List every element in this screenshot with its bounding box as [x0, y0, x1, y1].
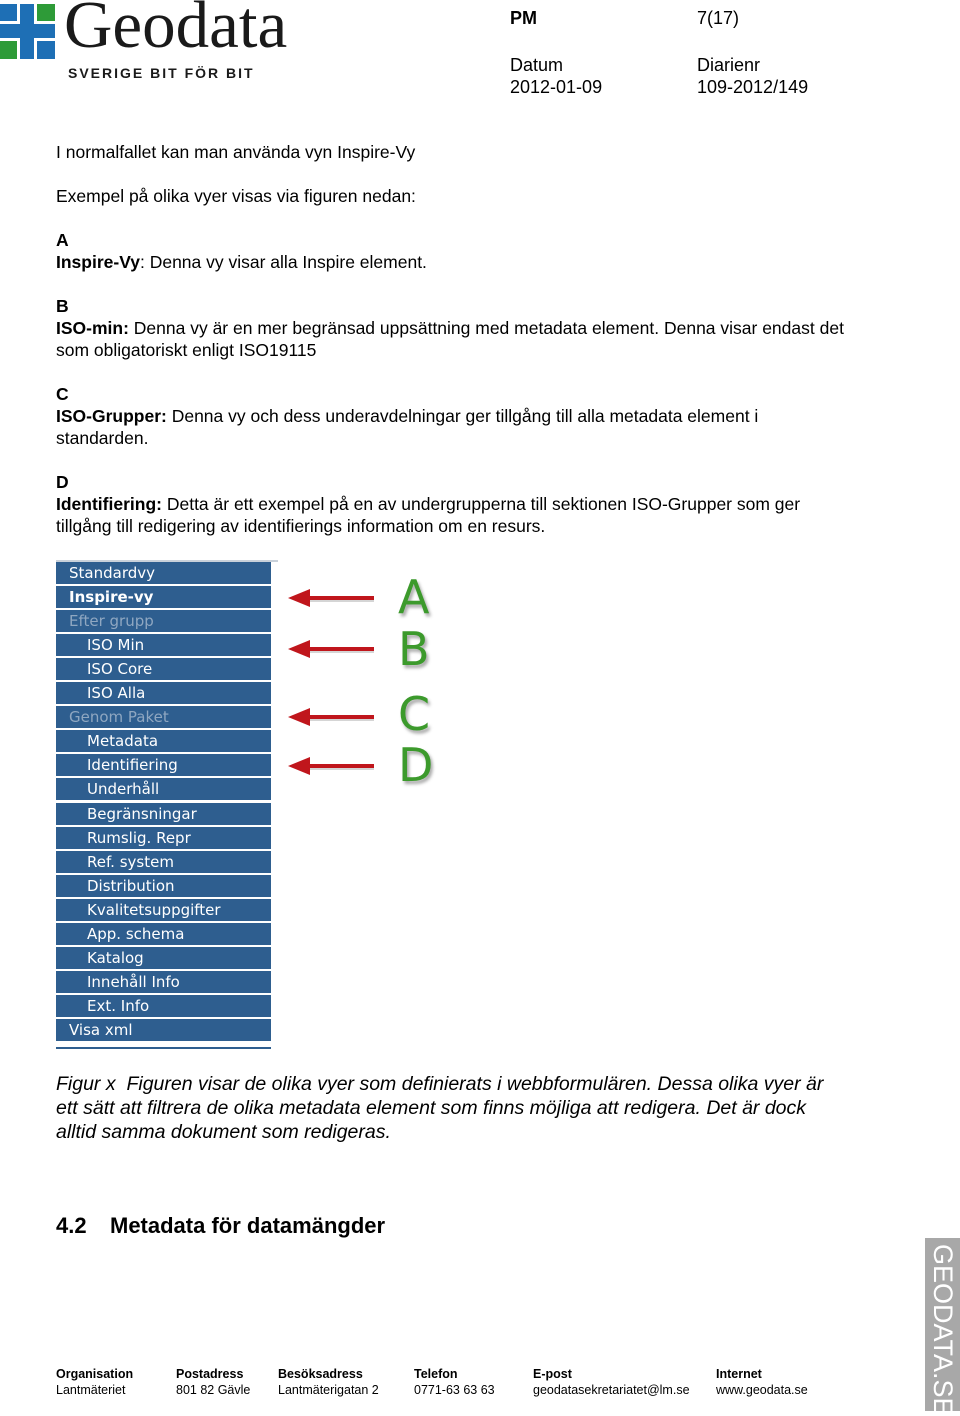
footer-postadress-value: 801 82 Gävle	[176, 1383, 251, 1397]
figure-caption	[56, 1072, 846, 1144]
item-term: Identifiering:	[56, 494, 162, 514]
item-letter: B	[56, 296, 69, 316]
menu-item-innehall-info[interactable]: Innehåll Info	[56, 971, 271, 993]
definition-item-b	[56, 295, 846, 361]
menu-item-app-schema[interactable]: App. schema	[56, 923, 271, 945]
menu-group-efter-grupp: Efter grupp	[56, 610, 271, 632]
footer-internet-label: Internet	[716, 1367, 762, 1381]
section-title: Metadata för datamängder	[110, 1213, 386, 1238]
page-number: 7(17)	[697, 8, 740, 28]
menu-group-genom-paket: Genom Paket	[56, 706, 271, 728]
view-menu	[56, 560, 278, 1050]
footer-besoksadress-value: Lantmäterigatan 2	[278, 1383, 379, 1397]
footer-postadress-label: Postadress	[176, 1367, 244, 1381]
menu-item-underhall[interactable]: Underhåll	[56, 778, 271, 800]
item-letter: A	[56, 230, 69, 250]
section-number: 4.2	[56, 1213, 87, 1238]
menu-item-kvalitetsuppgifter[interactable]: Kvalitetsuppgifter	[56, 899, 271, 921]
item-term: ISO-min:	[56, 318, 129, 338]
footer-telefon-value: 0771-63 63 63	[414, 1383, 495, 1397]
caption-prefix: Figur x	[56, 1073, 116, 1095]
item-letter: D	[56, 472, 69, 492]
registration-value: 109-2012/149	[697, 77, 809, 97]
definition-item-c	[56, 383, 846, 449]
footer-organisation-label: Organisation	[56, 1367, 134, 1381]
caption-text: Figuren visar de olika vyer som definierats i webbformulären. Dessa olika vyer är ett sätt att filtrera de olika metadata element som finns möjliga att redigera. Det är dock alltid samma dokument som redigeras.	[56, 1073, 824, 1143]
item-letter: C	[56, 384, 69, 404]
menu-item-visa-xml[interactable]: Visa xml	[56, 1019, 271, 1041]
paragraph: Exempel på olika vyer visas via figuren nedan:	[56, 186, 416, 206]
footer-epost-value[interactable]: geodatasekretariatet@lm.se	[533, 1383, 690, 1397]
item-text: Denna vy och dess underavdelningar ger tillgång till alla metadata element i standarden.	[56, 406, 759, 448]
item-separator: :	[139, 252, 145, 272]
item-text: Detta är ett exempel på en av undergrupperna till sektionen ISO-Grupper som ger tillgång till redigering av identifierings information om en resurs.	[56, 494, 801, 536]
logo-wordmark: Geodata	[64, 0, 288, 62]
marker-a: A	[398, 570, 430, 624]
menu-item-metadata[interactable]: Metadata	[56, 730, 271, 752]
logo-tagline: SVERIGE BIT FÖR BIT	[68, 65, 255, 81]
paragraph: I normalfallet kan man använda vyn Inspire-Vy	[56, 142, 416, 162]
marker-b: B	[398, 622, 430, 676]
menu-item-iso-alla[interactable]: ISO Alla	[56, 682, 271, 704]
definition-item-a	[56, 229, 846, 273]
footer-besoksadress-label: Besöksadress	[278, 1367, 363, 1381]
item-text: Denna vy är en mer begränsad uppsättning med metadata element. Denna visar endast det som obligatoriskt enligt ISO19115	[56, 318, 844, 360]
item-term: ISO-Grupper:	[56, 406, 167, 426]
side-logo	[925, 1238, 960, 1416]
marker-c: C	[398, 687, 431, 741]
arrow-left-icon	[286, 754, 378, 778]
menu-item-rumslig-repr[interactable]: Rumslig. Repr	[56, 827, 271, 849]
menu-item-inspire-vy[interactable]: Inspire-vy	[56, 586, 271, 608]
definition-item-d	[56, 471, 846, 537]
item-term: Inspire-Vy	[56, 252, 140, 272]
menu-item-katalog[interactable]: Katalog	[56, 947, 271, 969]
footer-telefon-label: Telefon	[414, 1367, 458, 1381]
doc-type: PM	[510, 8, 537, 28]
menu-item-begransningar[interactable]: Begränsningar	[56, 803, 271, 825]
date-label: Datum	[510, 55, 564, 75]
side-logo-text: GEODATA.SE	[928, 1244, 958, 1416]
arrow-left-icon	[286, 705, 378, 729]
menu-item-distribution[interactable]: Distribution	[56, 875, 271, 897]
arrow-left-icon	[286, 637, 378, 661]
footer-epost-label: E-post	[533, 1367, 572, 1381]
menu-item-identifiering[interactable]: Identifiering	[56, 754, 271, 776]
menu-item-iso-min[interactable]: ISO Min	[56, 634, 271, 656]
menu-item-iso-core[interactable]: ISO Core	[56, 658, 271, 680]
footer-internet-value[interactable]: www.geodata.se	[716, 1383, 808, 1397]
item-text: Denna vy visar alla Inspire element.	[144, 252, 427, 272]
menu-item-ext-info[interactable]: Ext. Info	[56, 995, 271, 1017]
marker-d: D	[398, 738, 434, 792]
footer-organisation-value: Lantmäteriet	[56, 1383, 126, 1397]
registration-label: Diarienr	[697, 55, 761, 75]
geodata-logo-icon	[0, 4, 55, 59]
arrow-left-icon	[286, 586, 378, 610]
menu-item-standardvy[interactable]: Standardvy	[56, 562, 271, 584]
section-heading	[56, 1213, 385, 1239]
date-value: 2012-01-09	[510, 77, 603, 97]
menu-item-ref-system[interactable]: Ref. system	[56, 851, 271, 873]
menu-bottom-border	[56, 1047, 271, 1049]
